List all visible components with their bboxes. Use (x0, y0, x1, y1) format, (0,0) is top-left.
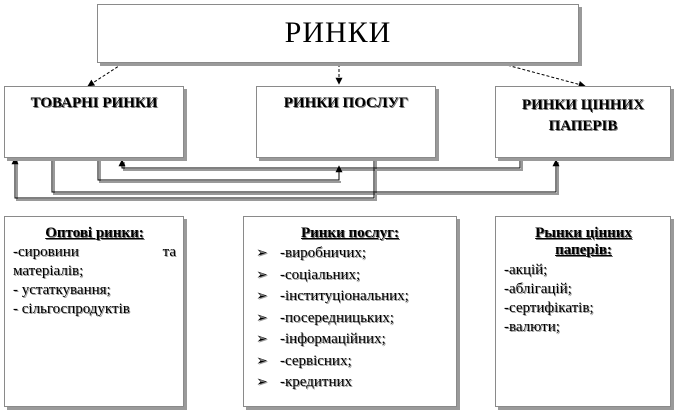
wholesale-markets-box (4, 216, 184, 407)
category-securities-label-line1: РИНКИ ЦІННИХ (521, 97, 645, 113)
list-item: ➢ -виробничих; (250, 243, 450, 265)
bullet-arrow-icon: ➢ (256, 353, 268, 369)
category-services-label: РИНКИ ПОСЛУГ (283, 95, 409, 111)
root-to-securities-arrow (503, 64, 585, 86)
list-item: ➢ -інформаційних; (250, 329, 450, 351)
list-item: ➢ -кредитних (250, 372, 450, 394)
services-list (250, 243, 450, 394)
securities-title-line2: паперів: (555, 242, 612, 258)
wholesale-line1-left: -сировини (13, 244, 79, 260)
root-label: РИНКИ (284, 16, 392, 49)
list-item: -валюти; (504, 319, 560, 335)
bullet-arrow-icon: ➢ (256, 332, 268, 347)
root-to-goods-arrow (88, 64, 122, 86)
list-item: ➢ -посередницьких; (250, 308, 450, 330)
wholesale-line4: - сільгоспродуктів (13, 301, 130, 317)
wholesale-line3: - устаткування; (13, 282, 111, 298)
wholesale-line2: матеріалів; (13, 263, 84, 279)
category-securities-label-line2: ПАПЕРІВ (548, 118, 618, 134)
category-services-markets (256, 86, 436, 158)
services-list-box (243, 216, 457, 407)
list-item: ➢ -інституціональних; (250, 286, 450, 308)
list-item: ➢ -соціальних; (250, 265, 450, 287)
list-item: -аблігацій; (504, 281, 572, 297)
goods-to-securities-line (52, 158, 556, 192)
bullet-arrow-icon: ➢ (256, 267, 268, 283)
bullet-arrow-icon: ➢ (256, 375, 268, 390)
securities-to-goods-line (122, 158, 520, 168)
services-title: Ринки послуг: (300, 225, 399, 241)
list-item: ➢ -сервісних; (250, 351, 450, 373)
category-goods-label: ТОВАРНІ РИНКИ (30, 95, 158, 111)
root-node (97, 4, 579, 63)
category-securities-markets (495, 86, 671, 158)
category-goods-markets (4, 86, 184, 158)
securities-title-line1: Рынки цінних (535, 225, 632, 241)
securities-list-box (495, 216, 671, 407)
list-item: -сертифікатів; (504, 300, 594, 316)
bullet-arrow-icon: ➢ (256, 246, 268, 261)
wholesale-line1-right: та (162, 244, 176, 260)
list-item: -акцій; (504, 262, 548, 278)
wholesale-title: Оптові ринки: (45, 225, 144, 241)
bullet-arrow-icon: ➢ (256, 289, 268, 304)
bullet-arrow-icon: ➢ (256, 310, 268, 326)
